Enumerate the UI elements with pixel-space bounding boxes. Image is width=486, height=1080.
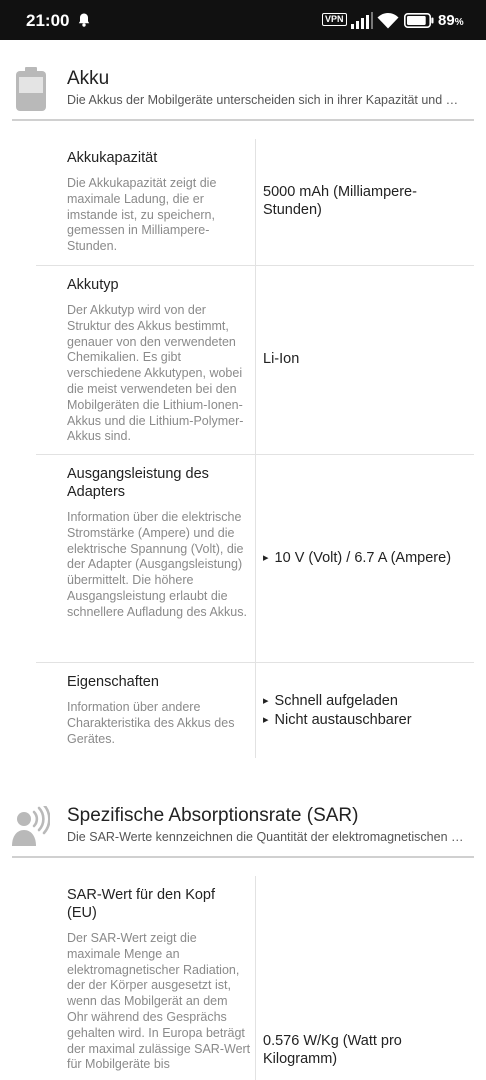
section-header-sar bbox=[0, 770, 486, 860]
spec-value: 5000 mAh (Milliampere-Stunden) bbox=[263, 184, 417, 218]
spec-value-item: ▸ 10 V (Volt) / 6.7 A (Ampere) bbox=[263, 549, 473, 568]
status-time: 21:00 bbox=[26, 11, 70, 30]
status-bar bbox=[0, 0, 486, 40]
column-divider bbox=[255, 663, 256, 758]
person-radiation-icon bbox=[10, 806, 50, 846]
spec-label: Akkukapazität bbox=[67, 150, 158, 166]
column-divider bbox=[255, 266, 256, 454]
section-header-akku bbox=[0, 40, 486, 122]
spec-label: Eigenschaften bbox=[67, 674, 159, 690]
bell-icon bbox=[78, 13, 90, 27]
spec-value bbox=[263, 549, 473, 568]
wifi-icon bbox=[377, 12, 399, 29]
column-divider bbox=[255, 455, 256, 662]
spec-value bbox=[263, 692, 473, 730]
spec-row-akkutyp bbox=[36, 266, 474, 455]
spec-row-ausgangsleistung bbox=[36, 455, 474, 663]
spec-description: Die Akkukapazität zeigt die maximale Ladung, die er imstande ist, zu speichern, gemessen in Milliampere-Stunden. bbox=[67, 176, 217, 254]
column-divider bbox=[255, 139, 256, 265]
section-title: Spezifische Absorptionsrate (SAR) bbox=[67, 805, 359, 826]
spec-label: SAR-Wert für den Kopf (EU) bbox=[67, 887, 216, 921]
spec-value: 0.576 W/Kg (Watt pro Kilogramm) bbox=[263, 1033, 402, 1067]
spec-description: Der Akkutyp wird von der Struktur des Akkus bestimmt, genauer von den verwendeten Chemikalien. Es gibt verschiedene Akkutypen, wobei die meist verwendeten bei den Mobilgeräten die Lithium-Ionen-Akkus und die Lithium-Polymer-Akkus sind. bbox=[67, 303, 244, 444]
battery-icon bbox=[14, 67, 48, 111]
spec-value-item: ▸ Schnell aufgeladen bbox=[263, 692, 473, 711]
section-divider bbox=[12, 856, 474, 858]
spec-value: Li-Ion bbox=[263, 351, 300, 367]
spec-label: Ausgangsleistung des Adapters bbox=[67, 466, 209, 500]
spec-label: Akkutyp bbox=[67, 277, 119, 293]
spec-row-sar-kopf bbox=[36, 876, 474, 1080]
section-subtitle: Die Akkus der Mobilgeräte unterscheiden sich in ihrer Kapazität und … bbox=[67, 93, 459, 107]
battery-percent: 89% bbox=[438, 12, 464, 29]
spec-description: Der SAR-Wert zeigt die maximale Menge an elektromagnetischer Radiation, der der Körper ausgesetzt ist, wenn das Mobilgerät an dem Ohr während des Gesprächs gehalten wird. In Europa beträgt der maximal zulässige SAR-Wert für Mobilgeräte bis bbox=[67, 931, 251, 1072]
spec-value-item: ▸ Nicht austauschbarer bbox=[263, 711, 473, 730]
spec-row-eigenschaften bbox=[36, 663, 474, 758]
spec-description: Information über die elektrische Stromstärke (Ampere) und die elektrische Spannung (Volt), die der Adapter (Ausgangsleistung) übermittelt. Die höhere Ausgangsleistung erlaubt die schnellere Aufladung des Akkus. bbox=[67, 510, 247, 619]
vpn-badge: VPN bbox=[322, 13, 347, 26]
column-divider bbox=[255, 876, 256, 1080]
signal-icon bbox=[351, 12, 373, 29]
section-subtitle: Die SAR-Werte kennzeichnen die Quantität der elektromagnetischen … bbox=[67, 830, 464, 844]
spec-row-akkukapazitaet bbox=[36, 139, 474, 266]
section-divider bbox=[12, 119, 474, 121]
battery-status-icon bbox=[404, 13, 434, 28]
section-title: Akku bbox=[67, 68, 110, 89]
spec-description: Information über andere Charakteristika des Akkus des Gerätes. bbox=[67, 700, 235, 746]
